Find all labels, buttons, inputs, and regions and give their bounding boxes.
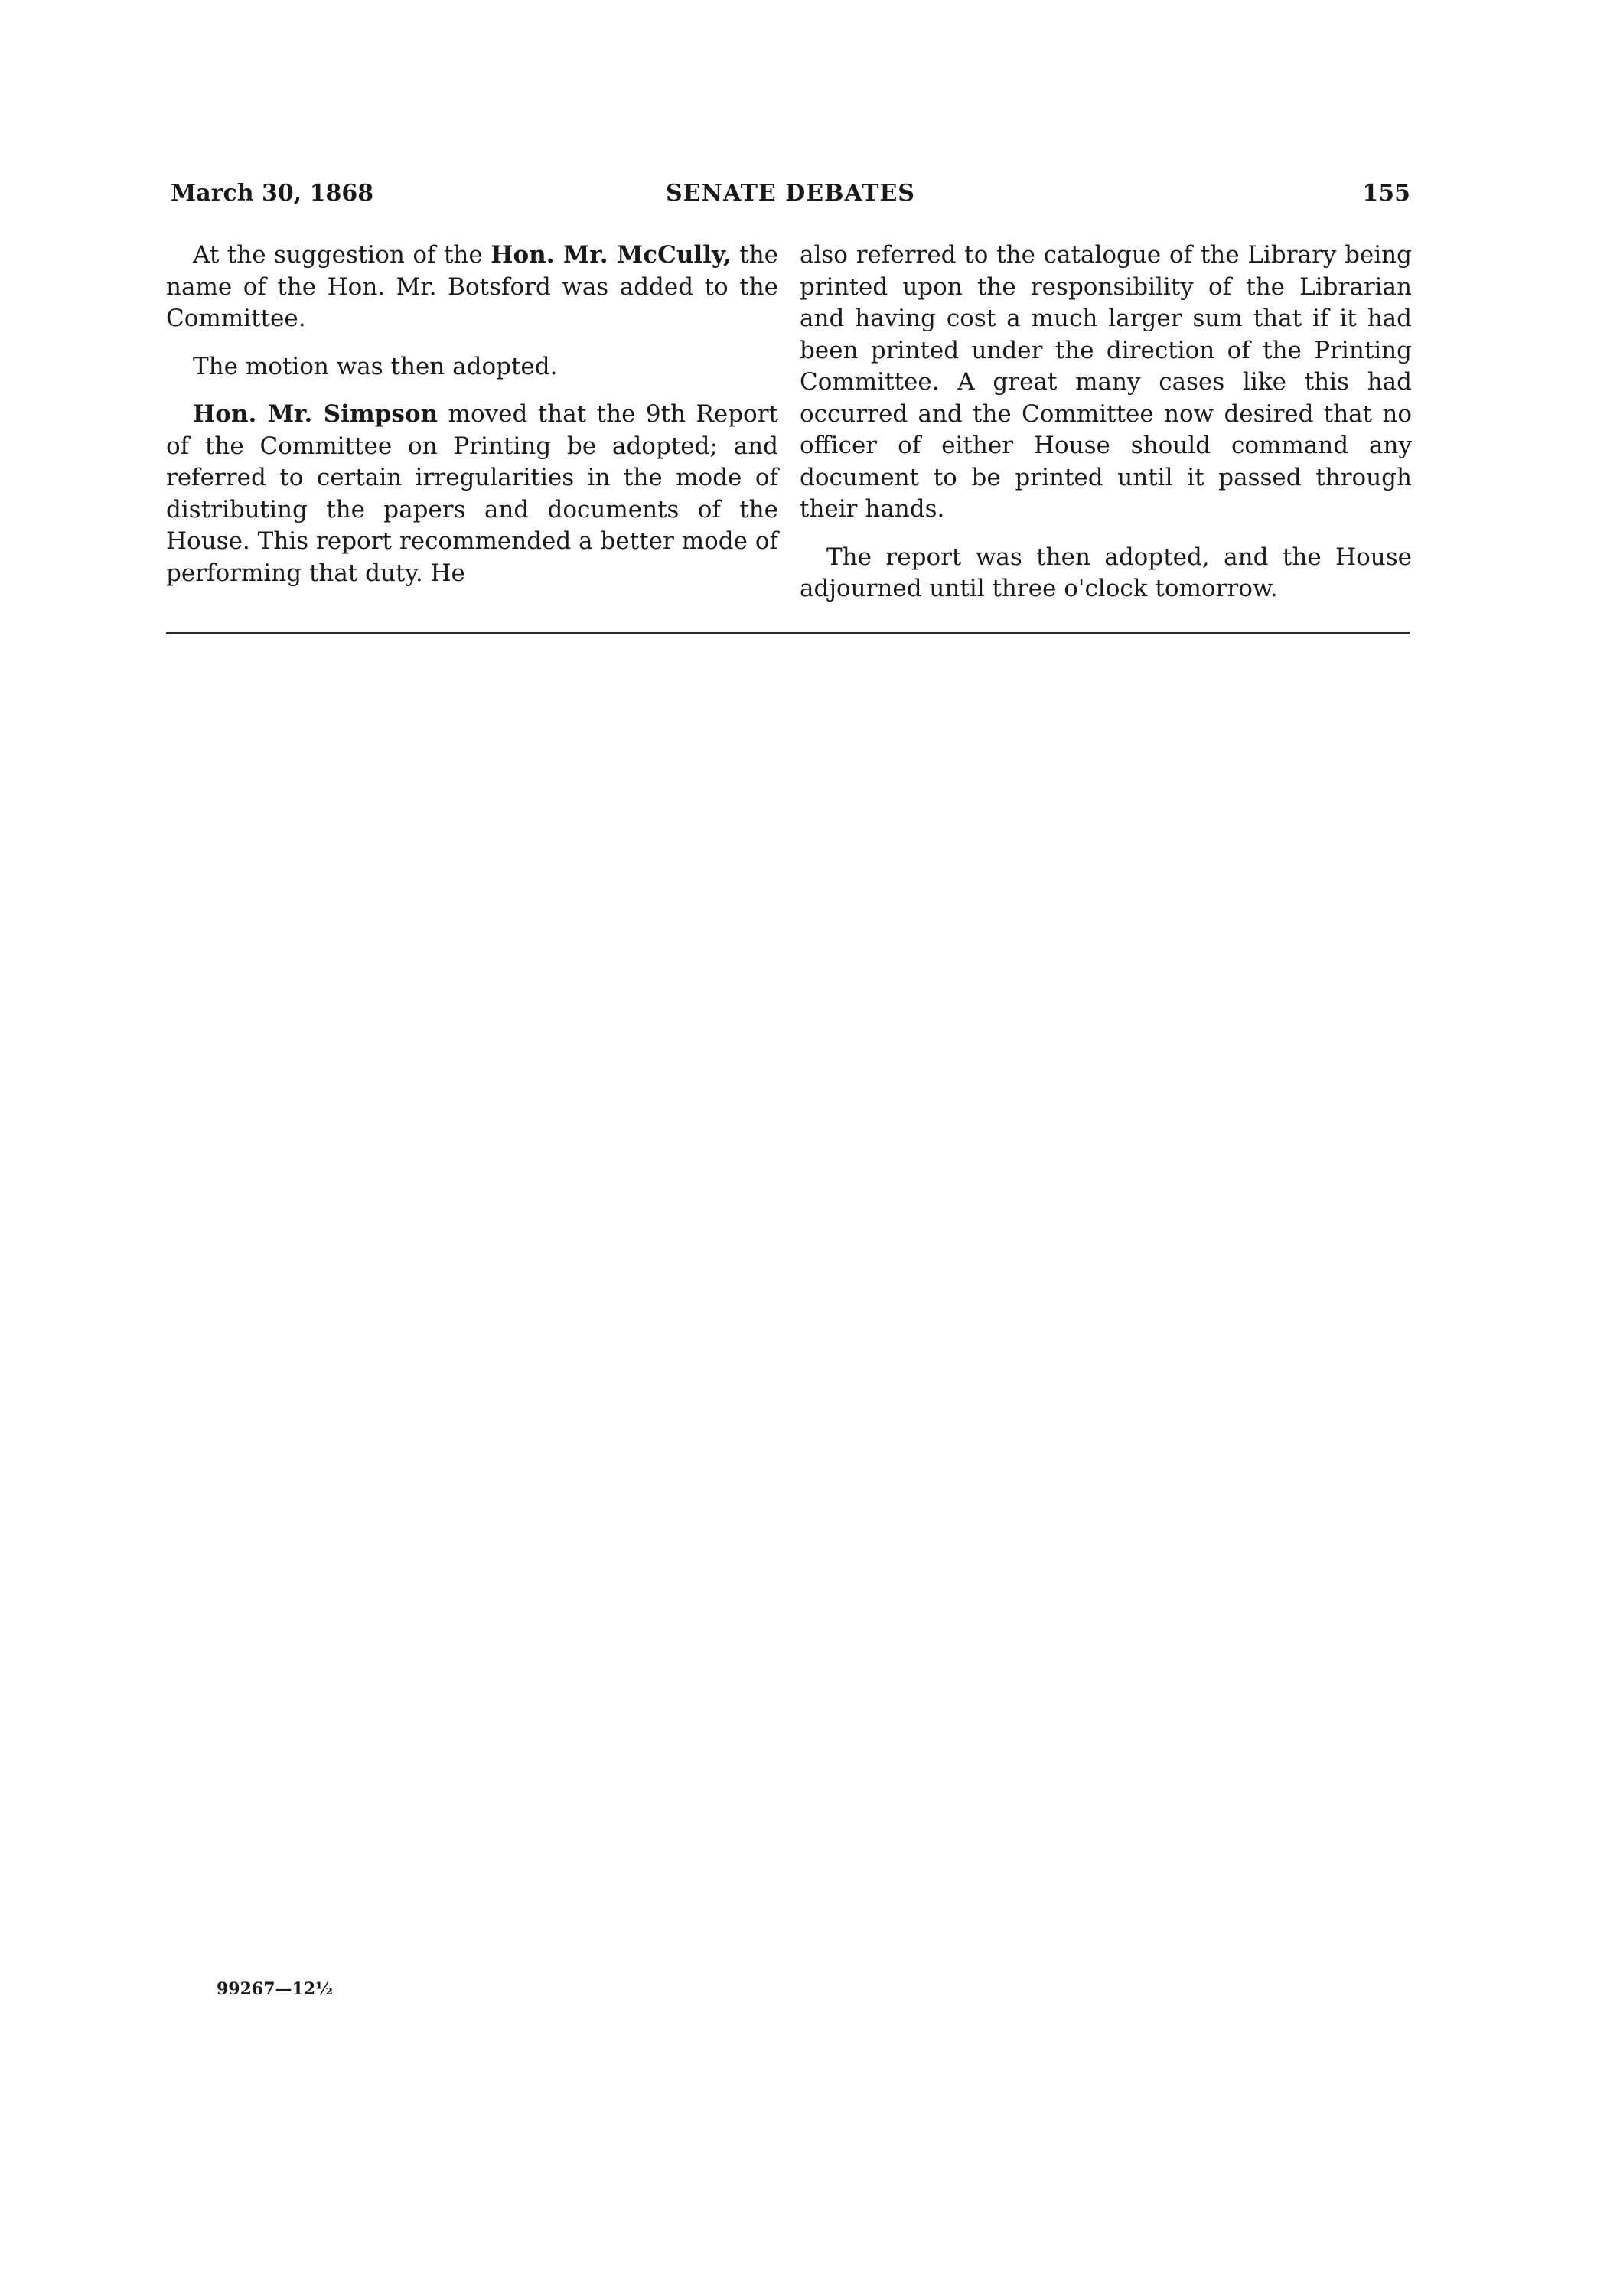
paragraph-simpson-motion [166, 399, 778, 589]
paragraph-house-adjourned: The report was then adopted, and the House adjourned until three o'clock tomorrow. [800, 543, 1412, 602]
paragraph-text: the name of the Hon. Mr. Botsford was added to the Committee. [166, 241, 779, 332]
header-title: SENATE DEBATES [666, 180, 915, 207]
paragraph-library-catalogue: also referred to the catalogue of the Library being printed upon the responsibility of the Librarian and having cost a much larger sum that if it had been printed under the direction of the Printing Committee. A great many cases like this had occurred and the Committee now desired that no officer of either House should command any document to be printed until it passed through their hands. [800, 241, 1412, 523]
paragraph-text: At the suggestion of the [193, 241, 491, 269]
paragraph-mcully-suggestion [166, 240, 778, 335]
paragraph-motion-adopted: The motion was then adopted. [193, 352, 558, 380]
section-divider [166, 632, 1410, 634]
running-header [171, 178, 1410, 209]
left-column [166, 240, 778, 605]
paragraph-text: moved that the 9th Report of the Committee on Printing be adopted; and referred to certain irregularities in the mode of distributing the papers and documents of the House. This report recommended a better mode of performing that duty. He [166, 400, 779, 587]
printer-code: 99267—12½ [217, 1979, 334, 1999]
right-column [800, 240, 1412, 621]
header-date: March 30, 1868 [171, 180, 374, 207]
speaker-name: Hon. Mr. McCully, [491, 241, 732, 269]
speaker-name: Hon. Mr. Simpson [193, 400, 438, 428]
header-page-number: 155 [1362, 180, 1410, 207]
